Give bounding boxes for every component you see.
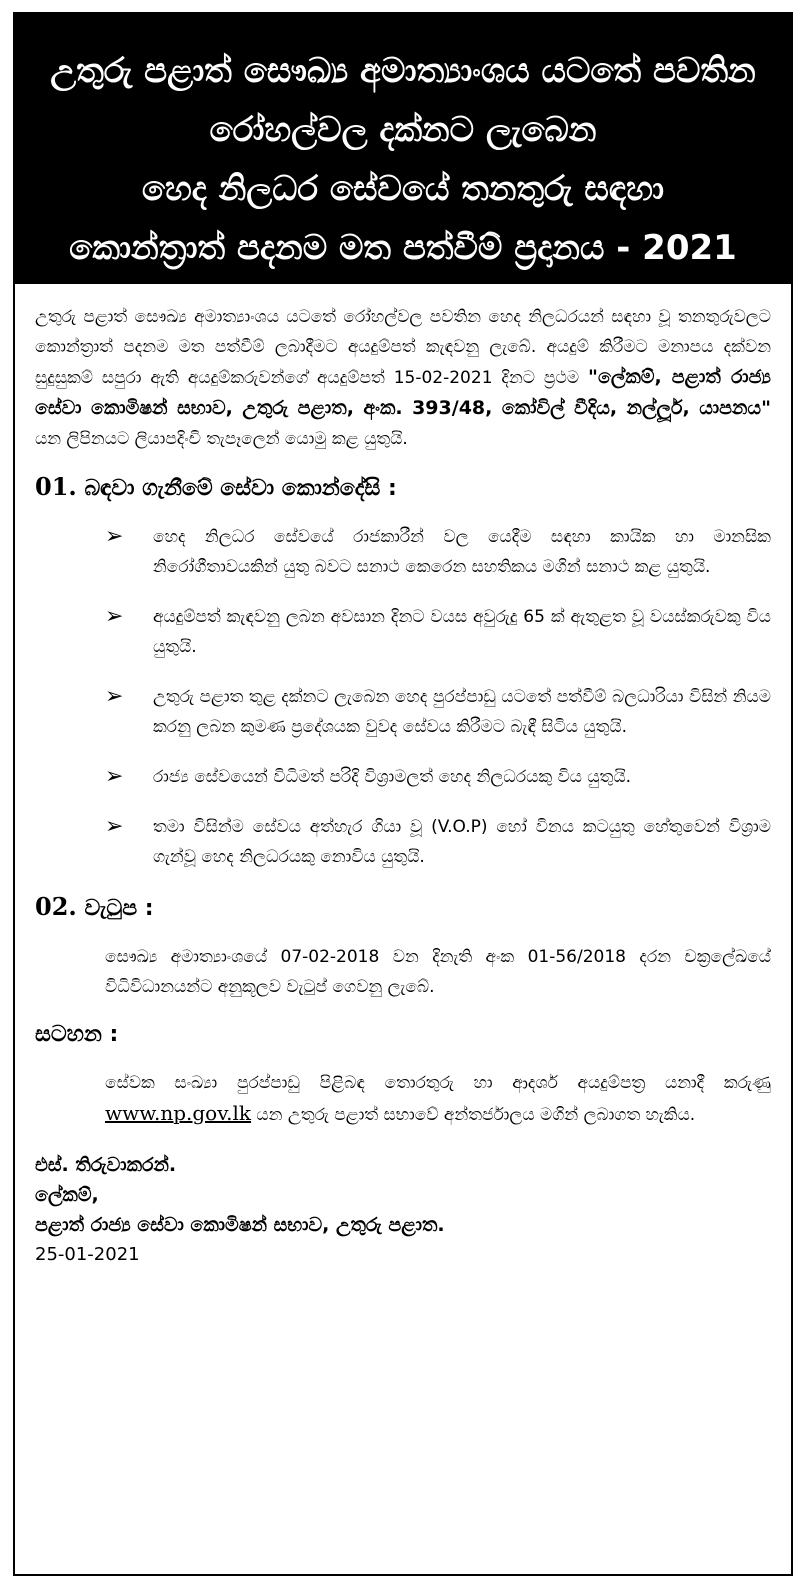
header-line-1: උතුරු පළාත් සෞඛ්‍ය අමාත්‍යාංශය යටතේ පවතින [50,51,756,91]
condition-item-3 [35,682,771,742]
arrow-bullet-icon: ➢ [105,814,124,839]
section-1-title: බඳවා ගැනීමේ සේවා කොන්දේසි : [84,476,397,501]
condition-text: උතුරු පළාත තුළ දක්නට ලැබෙන හෙද පුරප්පාඩු යටතේ පත්වීම් බලධාරියා විසින් නියම කරනු ලබන කුමණ ප්‍රදේශයක වුවද සේවය කිරීමට බැඳී සිටිය යුතුයි. [153,687,771,737]
arrow-bullet-icon: ➢ [105,684,124,709]
intro-text-after: යන ලිපිනයට ලියාපදිංචි තැපෑලෙන් යොමු කළ යුතුයි. [35,429,408,449]
signature-block [35,1150,771,1270]
signatory-name: එස්. තිරුවාකරන්. [35,1154,177,1176]
header-line-3: හෙද නිලධර සේවයේ තනතුරු සඳහා [141,169,665,209]
condition-text: රාජ්‍ය සේවයෙන් විධිමත් පරිදි විශ්‍රාමලත් හෙද නිලධරයකු විය යුතුයි. [153,767,632,787]
signatory-title: ලේකම්, [35,1184,99,1206]
arrow-bullet-icon: ➢ [105,604,124,629]
intro-paragraph [35,302,771,454]
arrow-bullet-icon: ➢ [105,764,124,789]
note-paragraph [105,1068,771,1130]
section-2-heading [35,892,771,924]
salary-paragraph: සෞඛ්‍ය අමාත්‍යාංශයේ 07-02-2018 වන දිනැති අංක 01-56/2018 දරන චක්‍රලේඛයේ විධිවිධානයන්ට අනුකූලව වැටුප් ගෙවනු ලැබේ. [105,947,771,997]
conditions-list [35,522,771,872]
note-heading: සටහන : [35,1022,119,1047]
condition-item-5 [35,812,771,872]
section-2-title: වැටුප : [84,896,154,921]
notice-header [15,14,791,284]
condition-text: හෙද නිලධර සේවයේ රාජකාරීන් වල යෙදීම සඳහා කායික හා මානසික නිරෝගීතාවයකින් යුතු බවට සනාථ කෙරෙන සහතිකය මගින් සනාථ කළ යුතුයි. [153,527,771,577]
section-2-number: 02. [35,892,77,921]
notice-frame [13,12,793,1576]
signatory-organization: පළාත් රාජ්‍ය සේවා කොමිෂන් සභාව, උතුරු පළාත. [35,1214,445,1236]
signature-date: 25-01-2021 [35,1244,140,1265]
section-1-heading [35,472,771,504]
intro-address: "ලේකම්, පළාත් රාජ්‍ය සේවා කොමිෂන් සභාව, උතුරු පළාත, අංක. 393/48, කෝවිල් වීදිය, නල්ලූර්, යාපනය" [35,366,771,419]
arrow-bullet-icon: ➢ [105,524,124,549]
header-line-2: රෝහල්වල දක්නට ලැබෙන [209,110,597,150]
note-text-before: සේවක සංඛ්‍යා පුරප්පාඩු පිළිබඳ තොරතුරු හා ආදර්ශ අයදුම්පත්‍ර යනාදී කරුණු [105,1073,771,1093]
condition-item-2 [35,602,771,662]
note-text-after: යන උතුරු පළාත් සභාවේ අන්තර්ජාලය මගින් ලබාගත හැකිය. [251,1105,696,1125]
section-1-number: 01. [35,472,77,501]
intro-text-before: උතුරු පළාත් සෞඛ්‍ය අමාත්‍යාංශය යටතේ රෝහල්වල පවතින හෙද නිලධරයන් සඳහා වූ තනතුරුවලට කොන්ත්‍රාත් පදනම මත පත්වීම් ලබාදීමට අයදුම්පත් කැඳවනු ලැබේ. අයදුම් කිරීමට මනාපය දක්වන සුදුසුකම් සපුරා ඇති අයදුම්කරුවන්ගේ අයදුම්පත් 15-02-2021 දිනට ප්‍රථම [35,307,771,388]
website-link[interactable]: www.np.gov.lk [105,1101,252,1125]
condition-text: තමා විසින්ම සේවය අත්හැර ගියා වූ (V.O.P) හෝ විනය කටයුතු හේතුවෙන් විශ්‍රාම ගැන්වූ හෙද නිලධරයකු නොවිය යුතුයි. [153,817,771,867]
condition-text: අයදුම්පත් කැඳවනු ලබන අවසාන දිනට වයස අවුරුදු 65 ක් ඇතුළත වූ වයස්කරුවකු විය යුතුයි. [153,607,771,657]
notice-body [15,284,791,1270]
header-line-4: කොන්ත්‍රාත් පදනම මත පත්වීම් ප්‍රදානය - 2021 [69,228,737,268]
condition-item-1 [35,522,771,582]
condition-item-4 [35,762,771,792]
